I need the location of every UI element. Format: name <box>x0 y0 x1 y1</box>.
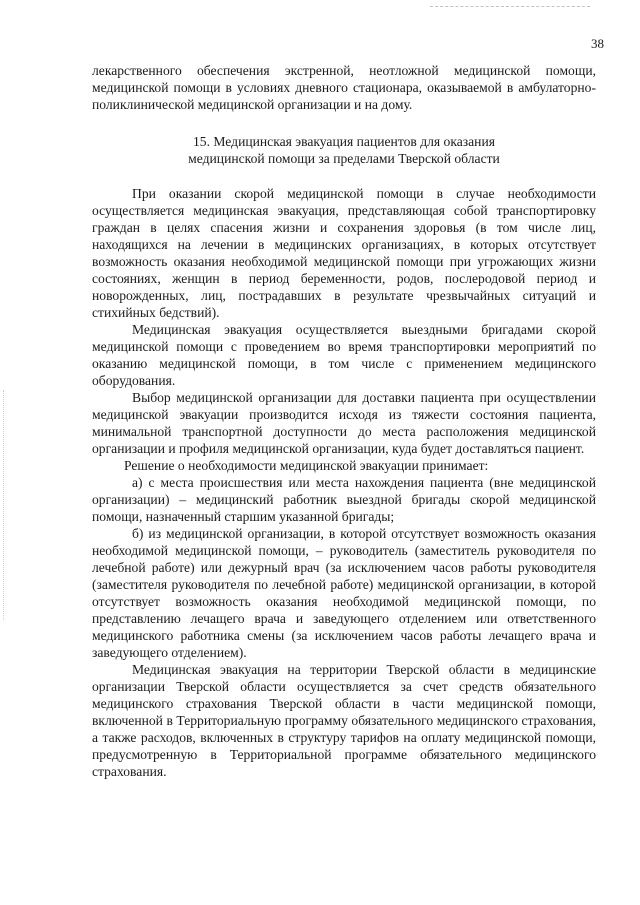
page-number: 38 <box>591 36 604 51</box>
scan-artifact-top <box>430 6 590 8</box>
intro-paragraph: лекарственного обеспечения экстренной, неотложной медицинской помощи, медицинской помощи в условиях дневного стационара, оказываемой в амбулаторно-поликлинической медицинской организации и на дому. <box>92 63 596 112</box>
paragraph-1: При оказании скорой медицинской помощи в случае необходимости осуществляется медицинская эвакуация, представляющая собой транспортировку граждан в целях спасения жизни и сохранения здоровья (в том числе лиц, находящихся на лечении в медицинских организациях, в которых отсутствует возможность оказания необходимой медицинской помощи при угрожающих жизни состояниях, женщин в период беременности, родов, послеродовой период и новорожденных, лиц, пострадавших в результате чрезвычайных ситуаций и стихийных бедствий). <box>92 186 596 320</box>
section-heading-line-2: медицинской помощи за пределами Тверской области <box>188 151 500 166</box>
paragraph-7: Медицинская эвакуация на территории Тверской области в медицинские организации Тверской области осуществляется за счет средств обязательного медицинского страхования Тверской области в части медицинской помощи, включенной в Территориальную программу обязательного медицинского страхования, а также расходов, включенных в структуру тарифов на оплату медицинской помощи, предусмотренную в Территориальной программе обязательного медицинского страхования. <box>92 662 596 779</box>
section-heading <box>92 133 596 167</box>
scan-artifact-left <box>3 390 5 620</box>
list-item-b: б) из медицинской организации, в которой отсутствует возможность оказания необходимой медицинской помощи, – руководитель (заместитель руководителя по лечебной работе) или дежурный врач (за исключением часов работы руководителя (заместителя руководителя по лечебной работе) медицинской организации, в которой отсутствует возможность оказания необходимой медицинской помощи, по представлению лечащего врача и заведующего отделением или ответственного медицинского работника смены (за исключением часов работы лечащего врача и заведующего отделением). <box>92 526 596 660</box>
paragraph-4: Решение о необходимости медицинской эвакуации принимает: <box>124 458 489 473</box>
document-body <box>92 62 596 780</box>
paragraph-2: Медицинская эвакуация осуществляется выездными бригадами скорой медицинской помощи с проведением во время транспортировки мероприятий по оказанию медицинской помощи, в том числе с применением медицинского оборудования. <box>92 322 596 388</box>
section-heading-line-1: 15. Медицинская эвакуация пациентов для оказания <box>193 134 495 149</box>
list-item-a: а) с места происшествия или места нахождения пациента (вне медицинской организации) – медицинский работник выездной бригады скорой медицинской помощи, назначенный старшим указанной бригады; <box>92 475 596 524</box>
paragraph-3: Выбор медицинской организации для доставки пациента при осуществлении медицинской эвакуации производится исходя из тяжести состояния пациента, минимальной транспортной доступности до места расположения медицинской организации и профиля медицинской организации, куда будет доставляться пациент. <box>92 390 596 456</box>
